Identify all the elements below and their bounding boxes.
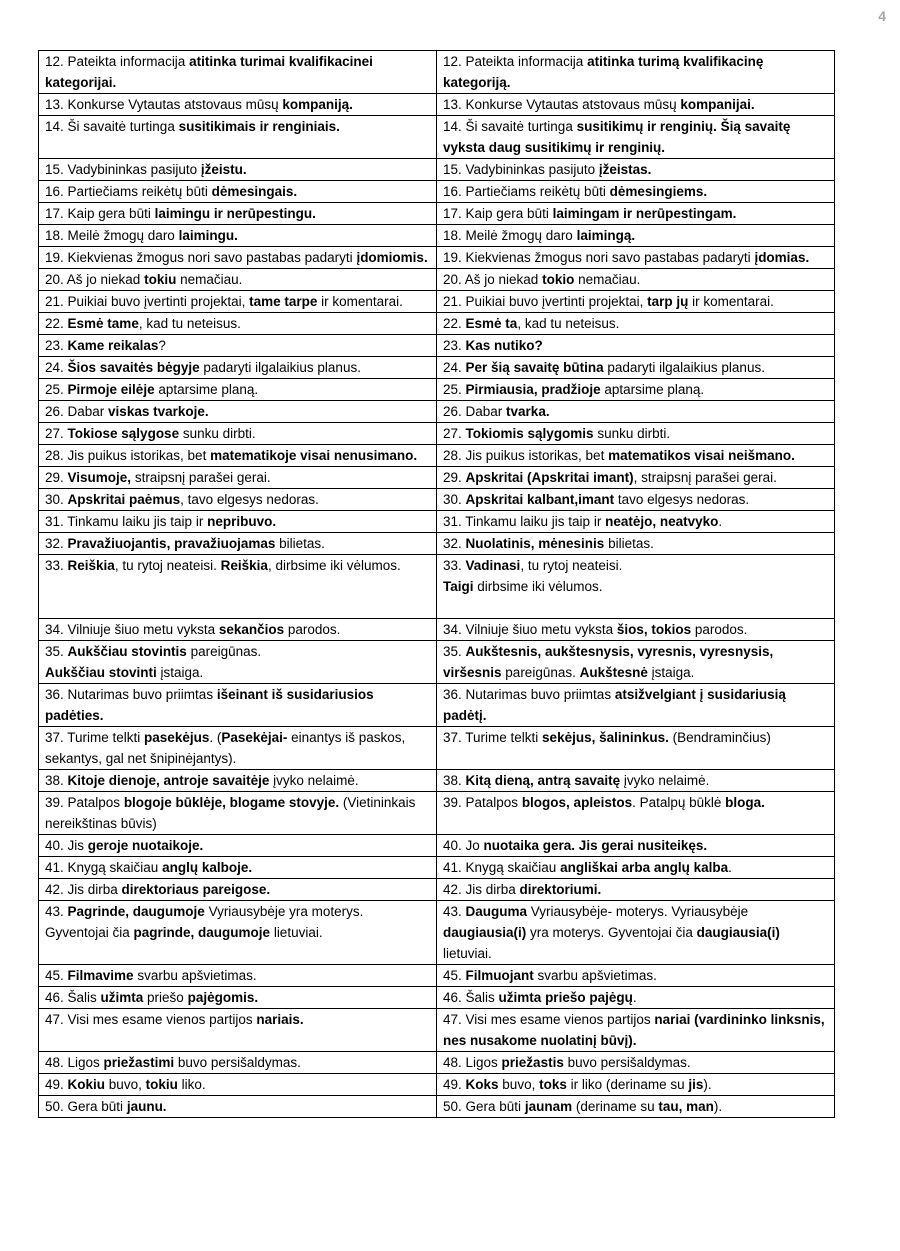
table-row <box>39 1009 835 1052</box>
incorrect-sentence-cell: 18. Meilė žmogų daro laimingu. <box>39 225 437 247</box>
corrected-sentence-cell: 15. Vadybininkas pasijuto įžeistas. <box>437 159 835 181</box>
incorrect-sentence-cell: 45. Filmavime svarbu apšvietimas. <box>39 965 437 987</box>
table-row <box>39 792 835 835</box>
corrected-sentence-cell: 31. Tinkamu laiku jis taip ir neatėjo, neatvyko. <box>437 511 835 533</box>
corrected-sentence-cell: 25. Pirmiausia, pradžioje aptarsime planą. <box>437 379 835 401</box>
incorrect-sentence-cell: 37. Turime telkti pasekėjus. (Pasekėjai- einantys iš paskos, sekantys, gal net šnipinėjantys). <box>39 727 437 770</box>
incorrect-sentence-cell: 29. Visumoje, straipsnį parašei gerai. <box>39 467 437 489</box>
corrected-sentence-cell: 14. Ši savaitė turtinga susitikimų ir renginių. Šią savaitę vyksta daug susitikimų ir renginių. <box>437 116 835 159</box>
table-row <box>39 51 835 94</box>
table-row <box>39 445 835 467</box>
incorrect-sentence-cell: 34. Vilniuje šiuo metu vyksta sekančios parodos. <box>39 619 437 641</box>
corrected-sentence-cell: 42. Jis dirba direktoriumi. <box>437 879 835 901</box>
table-row <box>39 357 835 379</box>
incorrect-sentence-cell: 16. Partiečiams reikėtų būti dėmesingais. <box>39 181 437 203</box>
corrected-sentence-cell: 18. Meilė žmogų daro laimingą. <box>437 225 835 247</box>
corrected-sentence-cell: 33. Vadinasi, tu rytoj neateisi. Taigi dirbsime iki vėlumos. <box>437 555 835 619</box>
corrected-sentence-cell: 23. Kas nutiko? <box>437 335 835 357</box>
incorrect-sentence-cell: 39. Patalpos blogoje būklėje, blogame stovyje. (Vietininkais nereikštinas būvis) <box>39 792 437 835</box>
corrected-sentence-cell: 38. Kitą dieną, antrą savaitę įvyko nelaimė. <box>437 770 835 792</box>
incorrect-sentence-cell: 40. Jis geroje nuotaikoje. <box>39 835 437 857</box>
incorrect-sentence-cell: 38. Kitoje dienoje, antroje savaitėje įvyko nelaimė. <box>39 770 437 792</box>
corrected-sentence-cell: 34. Vilniuje šiuo metu vyksta šios, tokios parodos. <box>437 619 835 641</box>
corrected-sentence-cell: 40. Jo nuotaika gera. Jis gerai nusiteikęs. <box>437 835 835 857</box>
incorrect-sentence-cell: 32. Pravažiuojantis, pravažiuojamas bilietas. <box>39 533 437 555</box>
incorrect-sentence-cell: 41. Knygą skaičiau anglų kalboje. <box>39 857 437 879</box>
table-row <box>39 987 835 1009</box>
incorrect-sentence-cell: 12. Pateikta informacija atitinka turimai kvalifikacinei kategorijai. <box>39 51 437 94</box>
table-row <box>39 1052 835 1074</box>
table-row <box>39 379 835 401</box>
incorrect-sentence-cell: 22. Esmė tame, kad tu neteisus. <box>39 313 437 335</box>
corrected-sentence-cell: 46. Šalis užimta priešo pajėgų. <box>437 987 835 1009</box>
corrected-sentence-cell: 21. Puikiai buvo įvertinti projektai, tarp jų ir komentarai. <box>437 291 835 313</box>
incorrect-sentence-cell: 23. Kame reikalas? <box>39 335 437 357</box>
incorrect-sentence-cell: 26. Dabar viskas tvarkoje. <box>39 401 437 423</box>
corrected-sentence-cell: 28. Jis puikus istorikas, bet matematikos visai neišmano. <box>437 445 835 467</box>
page-number: 4 <box>878 8 886 24</box>
incorrect-sentence-cell: 33. Reiškia, tu rytoj neateisi. Reiškia, dirbsime iki vėlumos. <box>39 555 437 619</box>
incorrect-sentence-cell: 17. Kaip gera būti laimingu ir nerūpestingu. <box>39 203 437 225</box>
corrected-sentence-cell: 45. Filmuojant svarbu apšvietimas. <box>437 965 835 987</box>
table-row <box>39 770 835 792</box>
incorrect-sentence-cell: 20. Aš jo niekad tokiu nemačiau. <box>39 269 437 291</box>
table-row <box>39 159 835 181</box>
table-row <box>39 1074 835 1096</box>
corrected-sentence-cell: 30. Apskritai kalbant,imant tavo elgesys nedoras. <box>437 489 835 511</box>
corrected-sentence-cell: 43. Dauguma Vyriausybėje- moterys. Vyriausybėje daugiausia(i) yra moterys. Gyventojai čia daugiausia(i) lietuviai. <box>437 901 835 965</box>
table-row <box>39 879 835 901</box>
corrected-sentence-cell: 35. Aukštesnis, aukštesnysis, vyresnis, vyresnysis, viršesnis pareigūnas. Aukštesnė įstaiga. <box>437 641 835 684</box>
corrected-sentence-cell: 41. Knygą skaičiau angliškai arba anglų kalba. <box>437 857 835 879</box>
incorrect-sentence-cell: 50. Gera būti jaunu. <box>39 1096 437 1118</box>
table-row <box>39 94 835 116</box>
corrected-sentence-cell: 16. Partiečiams reikėtų būti dėmesingiems. <box>437 181 835 203</box>
table-row <box>39 555 835 619</box>
incorrect-sentence-cell: 24. Šios savaitės bėgyje padaryti ilgalaikius planus. <box>39 357 437 379</box>
table-row <box>39 467 835 489</box>
corrected-sentence-cell: 37. Turime telkti sekėjus, šalininkus. (Bendraminčius) <box>437 727 835 770</box>
table-row <box>39 684 835 727</box>
table-row <box>39 401 835 423</box>
incorrect-sentence-cell: 35. Aukščiau stovintis pareigūnas. Aukščiau stovinti įstaiga. <box>39 641 437 684</box>
corrected-sentence-cell: 19. Kiekvienas žmogus nori savo pastabas padaryti įdomias. <box>437 247 835 269</box>
corrected-sentence-cell: 47. Visi mes esame vienos partijos nariai (vardininko linksnis, nes nusakome nuolatinį būvį). <box>437 1009 835 1052</box>
corrected-sentence-cell: 17. Kaip gera būti laimingam ir nerūpestingam. <box>437 203 835 225</box>
corrected-sentence-cell: 49. Koks buvo, toks ir liko (deriname su jis). <box>437 1074 835 1096</box>
table-row <box>39 247 835 269</box>
incorrect-sentence-cell: 48. Ligos priežastimi buvo persišaldymas. <box>39 1052 437 1074</box>
correction-table <box>38 50 835 1118</box>
incorrect-sentence-cell: 47. Visi mes esame vienos partijos nariais. <box>39 1009 437 1052</box>
incorrect-sentence-cell: 49. Kokiu buvo, tokiu liko. <box>39 1074 437 1096</box>
incorrect-sentence-cell: 19. Kiekvienas žmogus nori savo pastabas padaryti įdomiomis. <box>39 247 437 269</box>
table-row <box>39 1096 835 1118</box>
table-row <box>39 335 835 357</box>
incorrect-sentence-cell: 21. Puikiai buvo įvertinti projektai, tame tarpe ir komentarai. <box>39 291 437 313</box>
corrected-sentence-cell: 24. Per šią savaitę būtina padaryti ilgalaikius planus. <box>437 357 835 379</box>
incorrect-sentence-cell: 43. Pagrinde, daugumoje Vyriausybėje yra moterys. Gyventojai čia pagrinde, daugumoje lietuviai. <box>39 901 437 965</box>
corrected-sentence-cell: 27. Tokiomis sąlygomis sunku dirbti. <box>437 423 835 445</box>
table-row <box>39 727 835 770</box>
corrected-sentence-cell: 29. Apskritai (Apskritai imant), straipsnį parašei gerai. <box>437 467 835 489</box>
table-row <box>39 116 835 159</box>
table-row <box>39 181 835 203</box>
table-row <box>39 423 835 445</box>
table-row <box>39 269 835 291</box>
table-row <box>39 901 835 965</box>
incorrect-sentence-cell: 25. Pirmoje eilėje aptarsime planą. <box>39 379 437 401</box>
table-row <box>39 641 835 684</box>
corrected-sentence-cell: 13. Konkurse Vytautas atstovaus mūsų kompanijai. <box>437 94 835 116</box>
incorrect-sentence-cell: 46. Šalis užimta priešo pajėgomis. <box>39 987 437 1009</box>
table-row <box>39 225 835 247</box>
table-row <box>39 835 835 857</box>
corrected-sentence-cell: 39. Patalpos blogos, apleistos. Patalpų būklė bloga. <box>437 792 835 835</box>
incorrect-sentence-cell: 42. Jis dirba direktoriaus pareigose. <box>39 879 437 901</box>
corrected-sentence-cell: 22. Esmė ta, kad tu neteisus. <box>437 313 835 335</box>
corrected-sentence-cell: 50. Gera būti jaunam (deriname su tau, man). <box>437 1096 835 1118</box>
incorrect-sentence-cell: 30. Apskritai paėmus, tavo elgesys nedoras. <box>39 489 437 511</box>
incorrect-sentence-cell: 31. Tinkamu laiku jis taip ir nepribuvo. <box>39 511 437 533</box>
table-row <box>39 619 835 641</box>
corrected-sentence-cell: 12. Pateikta informacija atitinka turimą kvalifikacinę kategoriją. <box>437 51 835 94</box>
corrected-sentence-cell: 20. Aš jo niekad tokio nemačiau. <box>437 269 835 291</box>
correction-table-body <box>39 51 835 1118</box>
corrected-sentence-cell: 32. Nuolatinis, mėnesinis bilietas. <box>437 533 835 555</box>
incorrect-sentence-cell: 13. Konkurse Vytautas atstovaus mūsų kompaniją. <box>39 94 437 116</box>
table-row <box>39 313 835 335</box>
table-row <box>39 533 835 555</box>
incorrect-sentence-cell: 36. Nutarimas buvo priimtas išeinant iš susidariusios padėties. <box>39 684 437 727</box>
table-row <box>39 291 835 313</box>
incorrect-sentence-cell: 14. Ši savaitė turtinga susitikimais ir renginiais. <box>39 116 437 159</box>
incorrect-sentence-cell: 27. Tokiose sąlygose sunku dirbti. <box>39 423 437 445</box>
table-row <box>39 965 835 987</box>
incorrect-sentence-cell: 15. Vadybininkas pasijuto įžeistu. <box>39 159 437 181</box>
table-row <box>39 511 835 533</box>
table-row <box>39 489 835 511</box>
corrected-sentence-cell: 26. Dabar tvarka. <box>437 401 835 423</box>
table-row <box>39 203 835 225</box>
incorrect-sentence-cell: 28. Jis puikus istorikas, bet matematikoje visai nenusimano. <box>39 445 437 467</box>
corrected-sentence-cell: 48. Ligos priežastis buvo persišaldymas. <box>437 1052 835 1074</box>
corrected-sentence-cell: 36. Nutarimas buvo priimtas atsižvelgiant į susidariusią padėtį. <box>437 684 835 727</box>
table-row <box>39 857 835 879</box>
